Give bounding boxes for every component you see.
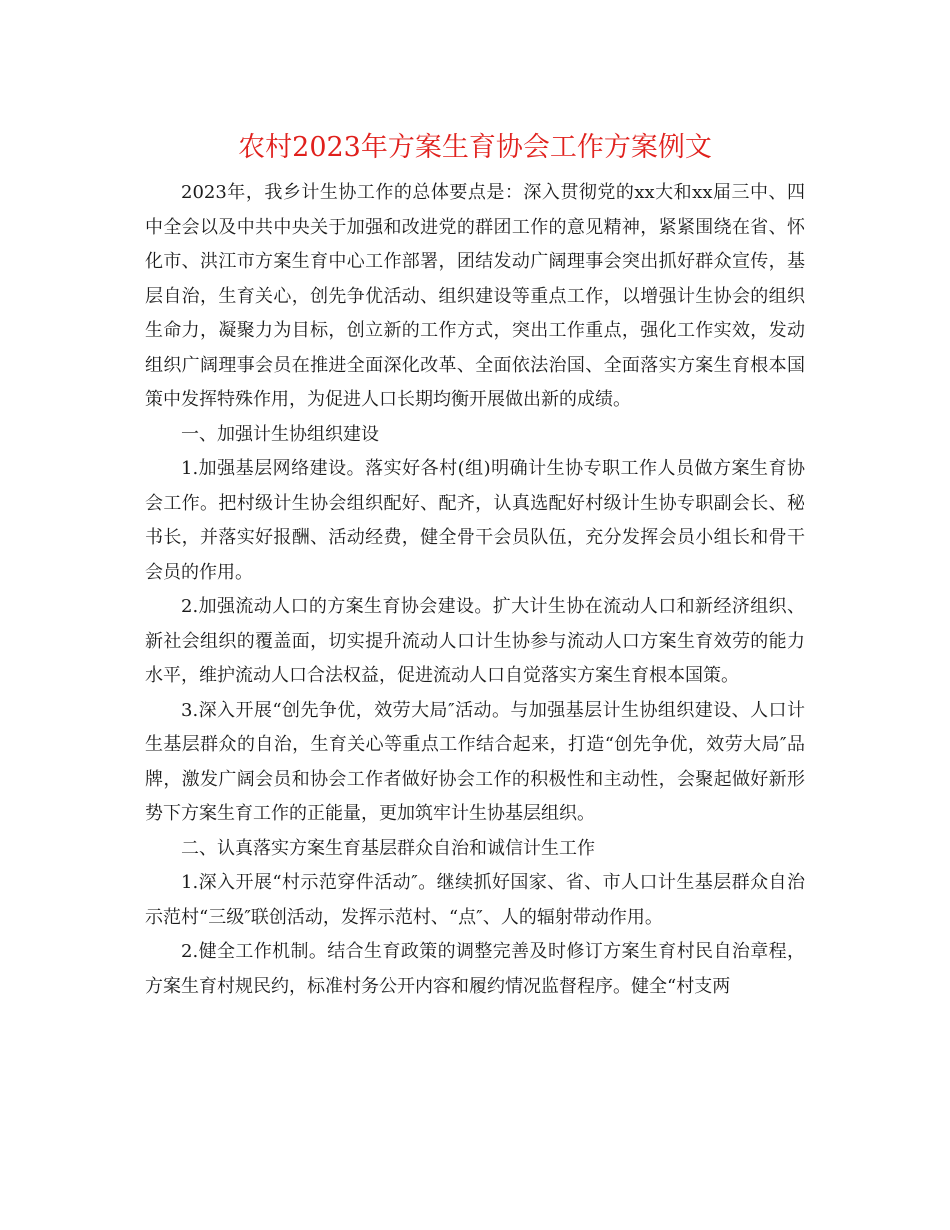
paragraph-2-2: 2.健全工作机制。结合生育政策的调整完善及时修订方案生育村民自治章程，方案生育村规民约，标准村务公开内容和履约情况监督程序。健全“村支两 <box>145 941 805 997</box>
paragraph-1-3: 3.深入开展“创先争优，效劳大局″活动。与加强基层计生协组织建设、人口计生基层群众的自治，生育关心等重点工作结合起来，打造“创先争优，效劳大局″品牌，激发广阔会员和协会工作者做好协会工作的积极性和主动性，会聚起做好新形势下方案生育工作的正能量，更加筑牢计生协基层组织。 <box>145 699 805 824</box>
paragraph-1-2: 2.加强流动人口的方案生育协会建设。扩大计生协在流动人口和新经济组织、新社会组织的覆盖面，切实提升流动人口计生协参与流动人口方案生育效劳的能力水平，维护流动人口合法权益，促进流动人口自觉落实方案生育根本国策。 <box>145 596 805 686</box>
document-body <box>145 176 805 1004</box>
paragraph-intro: 2023年，我乡计生协工作的总体要点是：深入贯彻党的xx大和xx届三中、四中全会以及中共中央关于加强和改进党的群团工作的意见精神，紧紧围绕在省、怀化市、洪江市方案生育中心工作部署，团结发动广阔理事会突出抓好群众宣传，基层自治，生育关心，创先争优活动、组织建设等重点工作，以增强计生协会的组织生命力，凝聚力为目标，创立新的工作方式，突出工作重点，强化工作实效，发动组织广阔理事会员在推进全面深化改革、全面依法治国、全面落实方案生育根本国策中发挥特殊作用，为促进人口长期均衡开展做出新的成绩。 <box>145 182 805 410</box>
paragraph-2-1: 1.深入开展“村示范穿件活动″。继续抓好国家、省、市人口计生基层群众自治示范村“三级″联创活动，发挥示范村、“点″、人的辐射带动作用。 <box>145 872 805 928</box>
section-heading-2: 二、认真落实方案生育基层群众自治和诚信计生工作 <box>181 837 595 859</box>
paragraph-1-1: 1.加强基层网络建设。落实好各村(组)明确计生协专职工作人员做方案生育协会工作。把村级计生协会组织配好、配齐，认真选配好村级计生协专职副会长、秘书长，并落实好报酬、活动经费，健全骨干会员队伍，充分发挥会员小组长和骨干会员的作用。 <box>145 458 805 583</box>
section-heading-1: 一、加强计生协组织建设 <box>181 423 379 445</box>
document-title: 农村2023年方案生育协会工作方案例文 <box>238 132 712 163</box>
